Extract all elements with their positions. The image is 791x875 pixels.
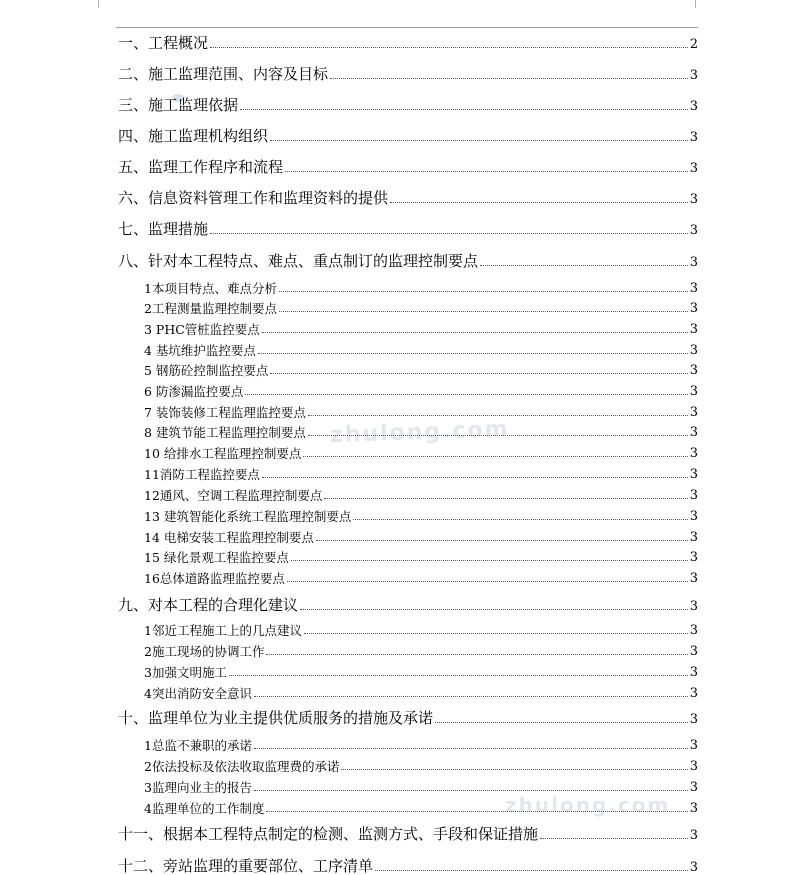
toc-page-number: 3	[689, 99, 698, 114]
toc-dot-leader	[324, 498, 687, 499]
toc-page-number: 3	[689, 571, 698, 586]
toc-page-number: 3	[689, 446, 698, 461]
toc-page-number: 3	[689, 425, 698, 440]
toc-entry-title: 3加强文明施工	[144, 664, 227, 680]
toc-entry[interactable]	[144, 468, 698, 481]
toc-dot-leader	[303, 456, 687, 457]
toc-dot-leader	[316, 540, 688, 541]
toc-entry[interactable]	[118, 859, 698, 874]
toc-entry-title: 1本项目特点、难点分析	[144, 280, 277, 296]
toc-entry[interactable]	[144, 489, 698, 502]
toc-entry-title: 15 绿化景观工程监控要点	[144, 549, 289, 565]
toc-page-number: 3	[689, 550, 698, 565]
toc-entry[interactable]	[144, 302, 698, 315]
toc-entry[interactable]	[144, 624, 698, 637]
toc-page-number: 3	[689, 623, 698, 638]
toc-page-number: 3	[689, 644, 698, 659]
toc-entry-title: 3监理向业主的报告	[144, 779, 252, 795]
toc-dot-leader	[279, 311, 688, 312]
toc-dot-leader	[285, 171, 688, 172]
toc-dot-leader	[254, 790, 688, 791]
toc-entry-title: 16总体道路监理监控要点	[144, 570, 285, 586]
toc-page-number: 3	[689, 384, 698, 399]
toc-entry[interactable]	[118, 827, 698, 842]
toc-page-number: 3	[689, 301, 698, 316]
toc-dot-leader	[291, 560, 688, 561]
toc-entry-title: 12通风、空调工程监理控制要点	[144, 487, 323, 503]
toc-entry[interactable]	[118, 711, 698, 726]
toc-entry-title: 8 建筑节能工程监理控制要点	[144, 424, 306, 440]
toc-entry-title: 1总监不兼职的承诺	[144, 737, 252, 753]
toc-dot-leader	[245, 394, 687, 395]
toc-entry[interactable]	[144, 385, 698, 398]
toc-page-number: 3	[689, 599, 698, 614]
toc-entry[interactable]	[118, 129, 698, 144]
toc-entry[interactable]	[144, 364, 698, 377]
toc-entry[interactable]	[144, 781, 698, 794]
toc-dot-leader	[330, 78, 688, 79]
toc-entry[interactable]	[144, 531, 698, 544]
toc-entry-title: 4 基坑维护监控要点	[144, 342, 256, 358]
toc-dot-leader	[308, 415, 688, 416]
toc-dot-leader	[210, 233, 688, 234]
toc-dot-leader	[375, 870, 688, 871]
toc-page-number: 2	[689, 37, 698, 52]
toc-entry[interactable]	[118, 67, 698, 82]
watermark-text-main: zhulong.com	[329, 416, 511, 449]
toc-entry[interactable]	[118, 598, 698, 613]
toc-dot-leader	[300, 609, 688, 610]
toc-entry-title: 13 建筑智能化系统工程监理控制要点	[144, 508, 352, 524]
watermark-text-footer: zhulong.com	[505, 793, 671, 817]
toc-entry-title: 4监理单位的工作制度	[144, 800, 265, 816]
toc-dot-leader	[353, 519, 687, 520]
toc-dot-leader	[262, 477, 688, 478]
toc-dot-leader	[540, 838, 688, 839]
toc-entry-title: 5 钢筋砼控制监控要点	[144, 362, 269, 378]
toc-page-number: 3	[689, 665, 698, 680]
toc-page-number: 3	[689, 860, 698, 875]
toc-dot-leader	[341, 769, 687, 770]
toc-entry[interactable]	[144, 802, 698, 815]
toc-entry-title: 3 PHC管桩监控要点	[144, 321, 260, 337]
toc-page-number: 3	[689, 223, 698, 238]
toc-page-number: 3	[689, 322, 698, 337]
toc-page-number: 3	[689, 363, 698, 378]
toc-entry-title: 4突出消防安全意识	[144, 685, 252, 701]
toc-entry-title: 七、监理措施	[118, 220, 209, 238]
toc-entry-title: 三、施工监理依据	[118, 96, 239, 114]
toc-dot-leader	[435, 722, 688, 723]
toc-dot-leader	[240, 109, 688, 110]
toc-entry-title: 1邻近工程施工上的几点建议	[144, 622, 302, 638]
toc-entry-title: 10 给排水工程监理控制要点	[144, 445, 302, 461]
toc-page-number: 3	[689, 161, 698, 176]
toc-entry[interactable]	[144, 760, 698, 773]
toc-dot-leader	[390, 202, 688, 203]
toc-entry[interactable]	[144, 323, 698, 336]
toc-page-number: 3	[689, 192, 698, 207]
toc-entry-title: 六、信息资料管理工作和监理资料的提供	[118, 189, 389, 207]
toc-page-number: 3	[689, 281, 698, 296]
toc-page-number: 3	[689, 759, 698, 774]
toc-page-number: 3	[689, 255, 698, 270]
toc-entry-title: 五、监理工作程序和流程	[118, 158, 284, 176]
toc-entry-title: 7 装饰装修工程监理监控要点	[144, 404, 306, 420]
toc-dot-leader	[266, 811, 687, 812]
toc-dot-leader	[304, 633, 688, 634]
toc-entry[interactable]	[144, 551, 698, 564]
toc-entry[interactable]	[118, 36, 698, 51]
toc-entry-title: 一、工程概况	[118, 34, 209, 52]
toc-dot-leader	[210, 47, 688, 48]
toc-entry[interactable]	[144, 447, 698, 460]
toc-page-number: 3	[689, 712, 698, 727]
toc-entry-title: 十一、根据本工程特点制定的检测、监测方式、手段和保证措施	[118, 825, 539, 843]
toc-entry[interactable]	[144, 406, 698, 419]
toc-entry-title: 十、监理单位为业主提供优质服务的措施及承诺	[118, 709, 434, 727]
toc-page-number: 3	[689, 68, 698, 83]
toc-entry-title: 八、针对本工程特点、难点、重点制订的监理控制要点	[118, 252, 479, 270]
toc-entry[interactable]	[144, 510, 698, 523]
toc-entry-title: 2依法投标及依法收取监理费的承诺	[144, 758, 340, 774]
toc-dot-leader	[266, 654, 687, 655]
toc-dot-leader	[480, 265, 688, 266]
toc-entry[interactable]	[118, 98, 698, 113]
toc-dot-leader	[270, 140, 688, 141]
toc-entry[interactable]	[144, 572, 698, 585]
toc-page-number: 3	[689, 801, 698, 816]
toc-page-number: 3	[689, 686, 698, 701]
toc-page-number: 3	[689, 488, 698, 503]
toc-entry[interactable]	[118, 222, 698, 237]
toc-entry[interactable]	[118, 191, 698, 206]
toc-entry[interactable]	[144, 739, 698, 752]
toc-dot-leader	[279, 291, 688, 292]
toc-entry-title: 二、施工监理范围、内容及目标	[118, 65, 329, 83]
toc-page-number: 3	[689, 467, 698, 482]
toc-dot-leader	[308, 435, 688, 436]
toc-dot-leader	[262, 332, 688, 333]
toc-entry[interactable]	[144, 687, 698, 700]
toc-page-number: 3	[689, 780, 698, 795]
toc-entry[interactable]	[144, 344, 698, 357]
toc-entry-title: 2工程测量监理控制要点	[144, 300, 277, 316]
toc-dot-leader	[287, 581, 688, 582]
toc-page-number: 3	[689, 828, 698, 843]
toc-entry-title: 2施工现场的协调工作	[144, 643, 265, 659]
toc-page-number: 3	[689, 509, 698, 524]
toc-page-number: 3	[689, 530, 698, 545]
toc-entry-title: 四、施工监理机构组织	[118, 127, 269, 145]
toc-page-number: 3	[689, 343, 698, 358]
toc-dot-leader	[258, 353, 688, 354]
toc-entry[interactable]	[118, 160, 698, 175]
toc-dot-leader	[254, 748, 688, 749]
toc-entry-title: 14 电梯安装工程监理控制要点	[144, 529, 314, 545]
toc-page-number: 3	[689, 130, 698, 145]
toc-dot-leader	[270, 373, 687, 374]
toc-dot-leader	[229, 675, 688, 676]
toc-entry-title: 十二、旁站监理的重要部位、工序清单	[118, 857, 374, 875]
toc-entry[interactable]	[144, 426, 698, 439]
toc-entry-title: 6 防渗漏监控要点	[144, 383, 244, 399]
toc-entry[interactable]	[144, 666, 698, 679]
toc-entry[interactable]	[144, 282, 698, 295]
toc-entry-title: 九、对本工程的合理化建议	[118, 596, 299, 614]
toc-page-number: 3	[689, 738, 698, 753]
toc-entry[interactable]	[144, 645, 698, 658]
toc-entry[interactable]	[118, 254, 698, 269]
toc-page-number: 3	[689, 405, 698, 420]
toc-entry-title: 11消防工程监控要点	[144, 466, 260, 482]
toc-dot-leader	[254, 696, 688, 697]
